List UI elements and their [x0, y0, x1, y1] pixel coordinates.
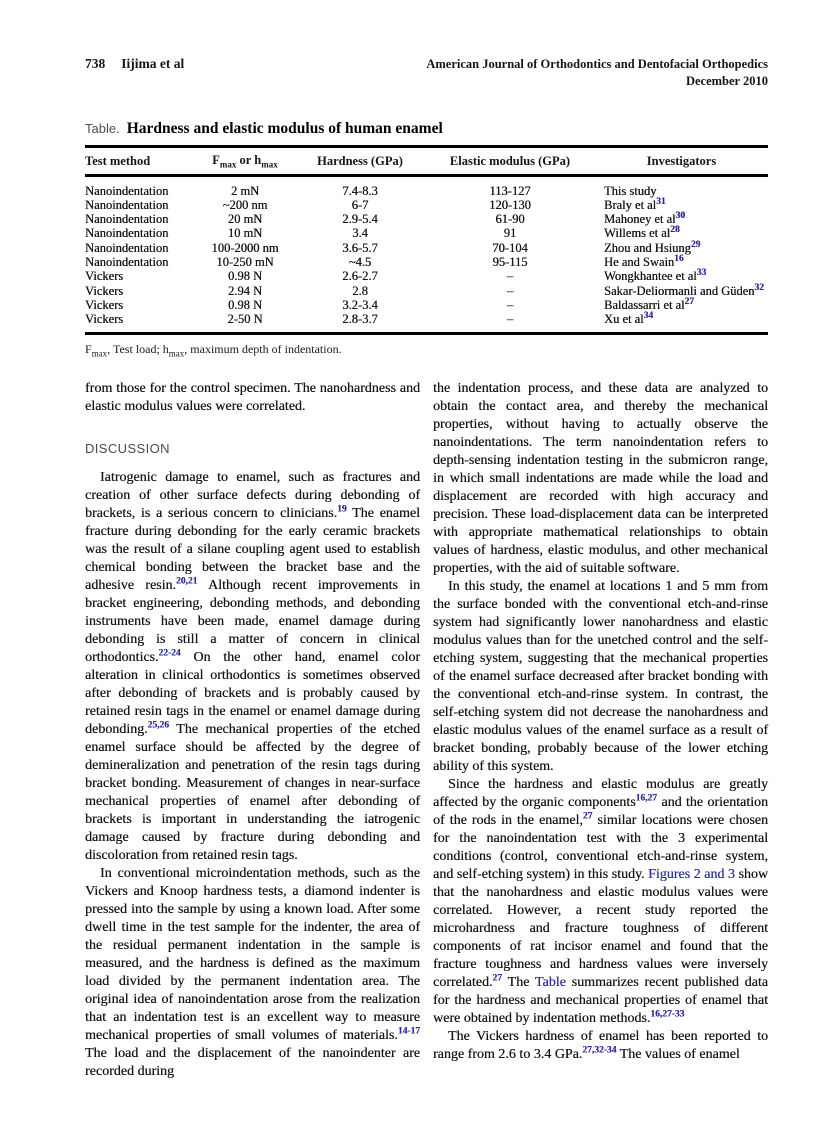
text-run: Since the hardness and elastic modulus are greatly affected by the organic components — [433, 776, 768, 810]
load-cell: 2-50 N — [227, 312, 263, 327]
load-cell: 100-2000 nm — [211, 240, 279, 255]
reference-superscript[interactable]: 28 — [670, 225, 680, 236]
reference-superscript[interactable]: 27 — [582, 811, 593, 822]
investigator-name: Braly et al — [604, 197, 657, 212]
right-text-column — [433, 380, 768, 1081]
load-cell: 20 mN — [227, 212, 263, 227]
hardness-cell: ~4.5 — [348, 254, 372, 269]
reference-superscript[interactable]: 27,32-34 — [582, 1045, 617, 1056]
investigator-name: Sakar-Deliormanli and Güden — [604, 283, 755, 298]
body-paragraph — [433, 578, 768, 776]
hardness-cell: 2.8 — [352, 283, 368, 298]
investigator-cell — [595, 198, 768, 212]
reference-superscript[interactable]: 30 — [675, 210, 686, 221]
reference-superscript[interactable]: 19 — [337, 504, 347, 515]
text-run: similar locations were chosen for the nanoindentation test with the 3 experimental conditions (control, conventional etch-and-rinse system, and self-etching system) in this study. — [433, 812, 768, 882]
text-run: The — [501, 974, 535, 990]
reference-superscript[interactable]: 16 — [674, 253, 684, 264]
table-caption — [85, 120, 768, 138]
text-run: summarizes recent published data for the hardness and mechanical properties of enamel that were obtained by indentation methods. — [433, 974, 768, 1026]
test-method-cell: Nanoindentation — [85, 183, 169, 198]
reference-superscript[interactable]: 22-24 — [158, 648, 181, 659]
enamel-hardness-table — [85, 145, 768, 335]
investigator-name: Wongkhantee et al — [604, 269, 697, 284]
column-header: Elastic modulus (GPa) — [425, 147, 595, 176]
modulus-cell: – — [506, 269, 514, 284]
hardness-cell: 7.4-8.3 — [342, 183, 378, 198]
load-cell: 2 mN — [230, 183, 260, 198]
table-row — [85, 298, 768, 312]
text-run: the indentation process, and these data are analyzed to obtain the contact area, and thereby the mechanical properties, without having to actually observe the nanoindentations. The term nanoindentation refers to depth-sensing indentation testing in the submicron range, in which small indentations are made while the load and displacement are recorded with high accuracy and precision. These load-displacement data can be interpreted with appropriate mathematical relationships to obtain values of hardness, elastic modulus, and other mechanical properties, with the aid of suitable software. — [433, 380, 768, 576]
modulus-cell: 120-130 — [489, 197, 531, 212]
body-paragraph — [433, 1028, 768, 1064]
modulus-cell: 113-127 — [489, 183, 531, 198]
table-row — [85, 241, 768, 255]
column-header: Investigators — [595, 147, 768, 176]
running-head — [85, 56, 768, 90]
investigator-name: Baldassarri et al — [604, 297, 685, 312]
load-cell: 0.98 N — [227, 297, 263, 312]
column-header: Test method — [85, 147, 195, 176]
investigator-cell — [595, 241, 768, 255]
modulus-cell: – — [506, 297, 514, 312]
reference-superscript[interactable]: 16,27-33 — [650, 1009, 685, 1020]
investigator-name: Mahoney et al — [604, 212, 676, 227]
investigator-name: He and Swain — [604, 254, 675, 269]
subscript-text: max — [219, 159, 237, 170]
running-head-right — [426, 56, 768, 90]
text-run: , Test load; h — [107, 342, 169, 357]
subscript-text: max — [168, 348, 185, 359]
cross-reference-link[interactable]: Figures 2 and 3 — [648, 866, 735, 882]
subscript-text: max — [91, 348, 108, 359]
reference-superscript[interactable]: 25,26 — [147, 720, 169, 731]
journal-title: American Journal of Orthodontics and Dentofacial Orthopedics — [426, 57, 768, 71]
modulus-cell: – — [506, 283, 514, 298]
investigator-cell — [595, 298, 768, 312]
modulus-cell: 61-90 — [495, 212, 525, 227]
text-run: show that the nanohardness and elastic modulus values were correlated. However, a recent study reported the microhardness and fracture toughness of different components of rat incisor enamel and found that the fracture toughness and hardness values were inversely correlated. — [433, 866, 768, 990]
investigator-cell — [595, 312, 768, 334]
text-run: The load and the displacement of the nanoindenter are recorded during — [85, 1045, 420, 1079]
investigator-cell — [595, 175, 768, 198]
load-cell: 10-250 mN — [216, 254, 274, 269]
reference-superscript[interactable]: 34 — [643, 311, 654, 322]
cross-reference-link[interactable]: Table — [534, 974, 566, 990]
investigator-cell — [595, 226, 768, 240]
column-header — [195, 147, 295, 176]
investigator-cell — [595, 269, 768, 283]
left-text-column — [85, 380, 420, 1081]
running-authors: Iijima et al — [121, 56, 185, 71]
text-run: The values of enamel — [616, 1046, 740, 1062]
test-method-cell: Nanoindentation — [85, 212, 169, 227]
reference-superscript[interactable]: 31 — [656, 196, 666, 207]
body-paragraph — [85, 865, 420, 1081]
text-run: The mechanical properties of the etched enamel surface should be affected by the degree of demineralization and penetration of the resin tags during bracket bonding. Measurement of changes in near-surface mechanical properties of enamel after debonding of brackets is important in understanding the iatrogenic damage caused by fracture during debonding and discoloration from retained resin tags. — [85, 721, 420, 863]
test-method-cell: Nanoindentation — [85, 254, 169, 269]
modulus-cell: – — [506, 312, 514, 327]
modulus-cell: 70-104 — [492, 240, 528, 255]
table-row — [85, 226, 768, 240]
text-run: from those for the control specimen. The nanohardness and elastic modulus values were correlated. — [85, 380, 420, 414]
load-cell: 10 mN — [227, 226, 263, 241]
table-footnote — [85, 342, 768, 358]
investigator-name: This study — [604, 183, 657, 198]
text-run: Iatrogenic damage to enamel, such as fractures and creation of other surface defects during debonding of brackets, is a serious concern to clinicians. — [85, 469, 420, 521]
text-run: The enamel fracture during debonding for the early ceramic brackets was the result of a silane coupling agent used to establish chemical bonding between the bracket base and the adhesive resin. — [85, 505, 420, 593]
section-heading: DISCUSSION — [85, 440, 170, 456]
investigator-name: Xu et al — [604, 312, 644, 327]
page-number: 738 — [85, 56, 106, 71]
investigator-name: Zhou and Hsiung — [604, 240, 691, 255]
issue-date: December 2010 — [685, 74, 768, 88]
body-paragraph — [85, 380, 420, 416]
text-run: or h — [236, 153, 262, 167]
reference-superscript[interactable]: 27 — [684, 296, 695, 307]
reference-superscript[interactable]: 29 — [690, 239, 701, 250]
test-method-cell: Nanoindentation — [85, 226, 169, 241]
investigator-cell — [595, 212, 768, 226]
body-paragraph — [433, 776, 768, 1028]
table-body — [85, 175, 768, 334]
test-method-cell: Vickers — [85, 297, 124, 312]
test-method-cell: Vickers — [85, 312, 124, 327]
table-caption-label: Table. — [85, 121, 120, 136]
table-header-row — [85, 147, 768, 176]
modulus-cell: 91 — [503, 226, 517, 241]
load-cell: 0.98 N — [227, 269, 263, 284]
text-run: F — [85, 342, 92, 357]
text-run: The Vickers hardness of enamel has been reported to range from 2.6 to 3.4 GPa. — [433, 1028, 768, 1062]
load-cell: ~200 nm — [222, 197, 268, 212]
hardness-cell: 3.4 — [352, 226, 368, 241]
table-row — [85, 212, 768, 226]
body-paragraph — [85, 469, 420, 865]
text-run: F — [212, 153, 220, 167]
table-caption-title: Hardness and elastic modulus of human enamel — [126, 120, 443, 137]
table-row — [85, 255, 768, 269]
hardness-cell: 2.8-3.7 — [342, 312, 378, 327]
text-run: In this study, the enamel at locations 1 and 5 mm from the surface bonded with the conventional etch-and-rinse system had significantly lower nanohardness and elastic modulus values than for the unetched control and the self-etching system, suggesting that the mechanical properties of the enamel surface decreased after bracket bonding with the conventional etch-and-rinse system. In contrast, the self-etching system did not decrease the nanohardness and elastic modulus values of the enamel surface as a result of bracket bonding, probably because of the lower etching ability of this system. — [433, 578, 768, 774]
load-cell: 2.94 N — [227, 283, 263, 298]
body-paragraph — [433, 380, 768, 578]
test-method-cell: Nanoindentation — [85, 240, 169, 255]
text-run: In conventional microindentation methods, such as the Vickers and Knoop hardness tests, a diamond indenter is pressed into the sample by using a known load. After some dwell time in the test sample for the indenter, the area of the residual permanent indentation in the sample is measured, and the hardness is defined as the maximum load divided by the permanent indentation area. The original idea of nanoindentation arose from the realization that an indentation test is an excellent way to measure mechanical properties of small volumes of materials. — [85, 865, 420, 1043]
reference-superscript[interactable]: 16,27 — [635, 793, 658, 804]
table-row — [85, 175, 768, 198]
column-header: Hardness (GPa) — [295, 147, 425, 176]
article-body — [85, 380, 768, 1081]
hardness-cell: 6-7 — [351, 197, 369, 212]
hardness-cell: 2.6-2.7 — [342, 269, 378, 284]
hardness-cell: 3.2-3.4 — [342, 297, 378, 312]
reference-superscript[interactable]: 32 — [754, 282, 764, 293]
table-row — [85, 198, 768, 212]
running-head-left — [85, 56, 184, 72]
table-row — [85, 312, 768, 334]
reference-superscript[interactable]: 20,21 — [176, 576, 198, 587]
investigator-cell — [595, 255, 768, 269]
test-method-cell: Vickers — [85, 269, 124, 284]
text-run: and the orientation of the rods in the enamel, — [433, 794, 769, 828]
investigator-cell — [595, 284, 768, 298]
test-method-cell: Vickers — [85, 283, 124, 298]
text-run: Although recent improvements in bracket engineering, debonding methods, and debonding instruments have been made, enamel damage during debonding is still a matter of concern in clinical orthodontics. — [85, 577, 421, 665]
text-run: , maximum depth of indentation. — [184, 342, 342, 357]
hardness-cell: 3.6-5.7 — [342, 240, 378, 255]
text-run: On the other hand, enamel color alteration in clinical orthodontics is sometimes observed after debonding of brackets and is probably caused by retained resin tags in the enamel or enamel damage during debonding. — [85, 649, 420, 737]
reference-superscript[interactable]: 14-17 — [397, 1026, 420, 1037]
table-row — [85, 284, 768, 298]
table-row — [85, 269, 768, 283]
investigator-name: Willems et al — [604, 226, 671, 241]
modulus-cell: 95-115 — [492, 254, 528, 269]
subscript-text: max — [261, 159, 278, 170]
hardness-cell: 2.9-5.4 — [342, 212, 378, 227]
reference-superscript[interactable]: 27 — [492, 973, 502, 984]
test-method-cell: Nanoindentation — [85, 197, 169, 212]
reference-superscript[interactable]: 33 — [696, 268, 707, 279]
